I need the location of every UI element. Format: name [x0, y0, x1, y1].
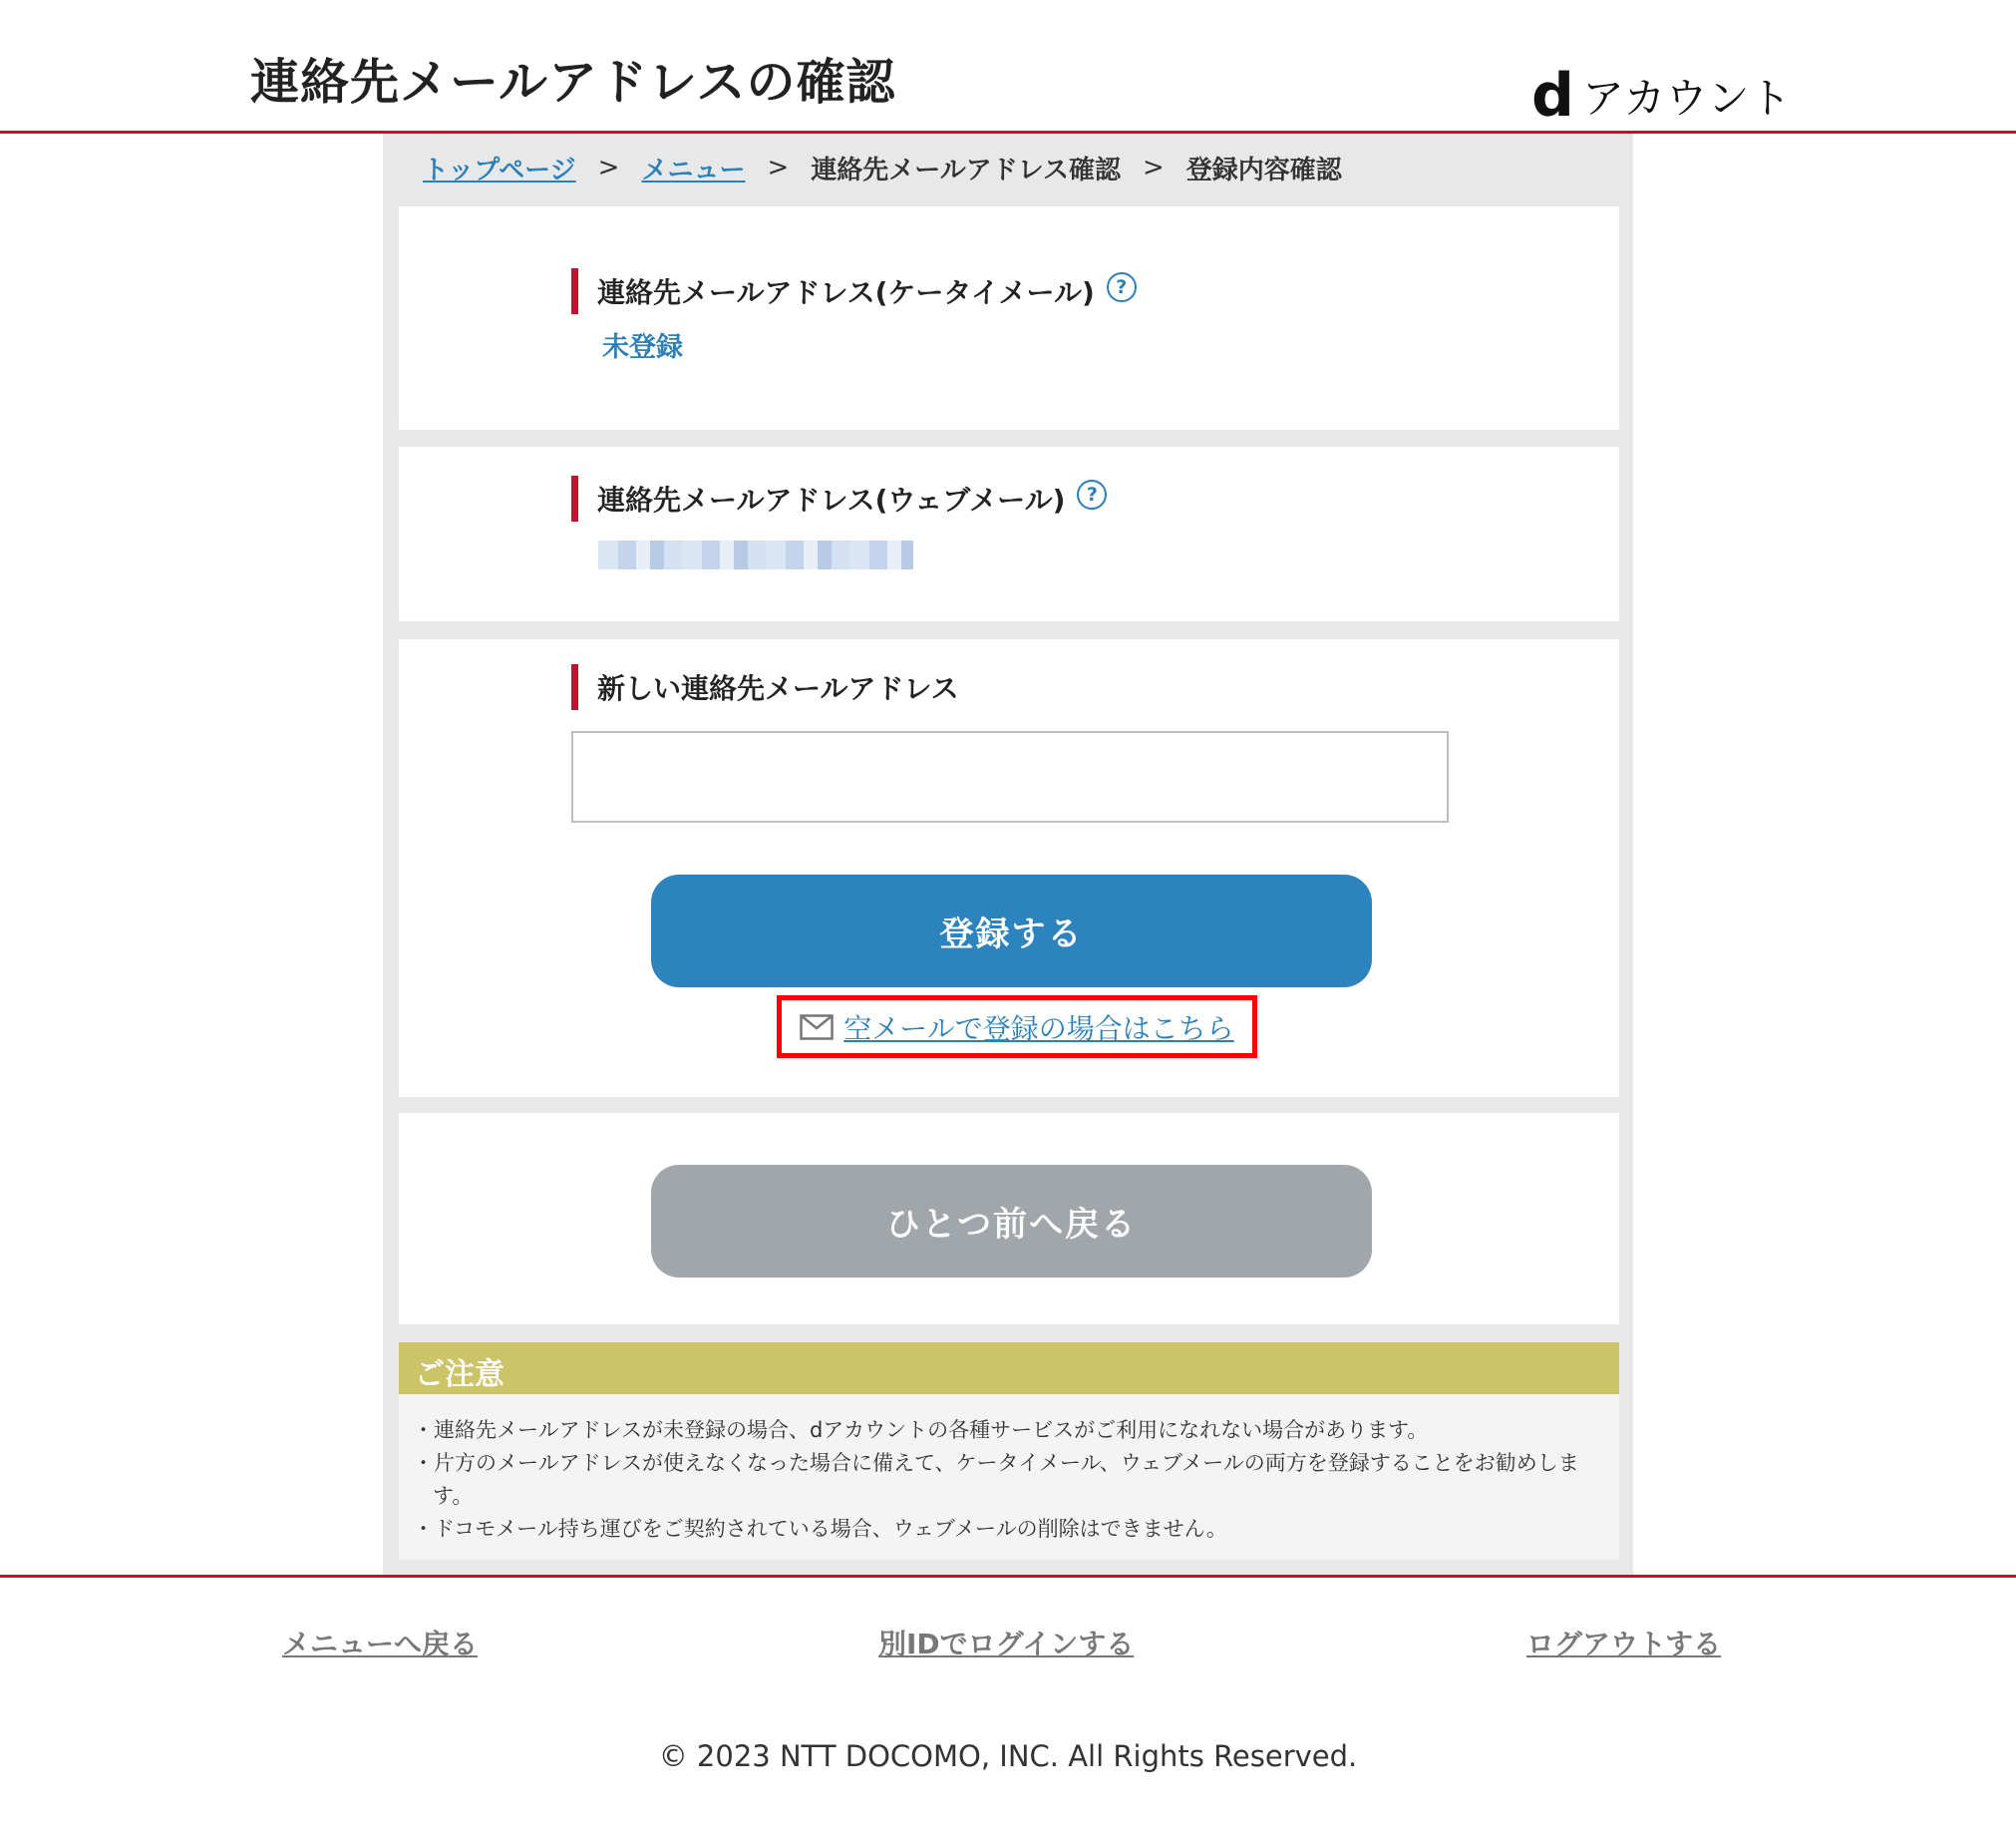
notice-item: ・ドコモメール持ち運びをご契約されている場合、ウェブメールの削除はできません。 — [413, 1517, 1227, 1541]
breadcrumb-separator: > — [597, 153, 620, 183]
page-header — [0, 0, 2016, 134]
breadcrumb — [423, 150, 1342, 185]
web-mail-label-text: 連絡先メールアドレス(ウェブメール) — [597, 484, 1066, 517]
mobile-mail-value: 未登録 — [602, 332, 683, 363]
logo-text: アカウント — [1581, 74, 1792, 123]
web-mail-value-redacted — [598, 541, 913, 569]
page-title: 連絡先メールアドレスの確認 — [250, 54, 896, 111]
login-other-id-link[interactable]: 別IDでログインする — [878, 1628, 1135, 1660]
mobile-mail-card — [399, 206, 1619, 430]
empty-mail-highlight — [777, 995, 1257, 1058]
breadcrumb-top-page[interactable]: トップページ — [423, 155, 576, 185]
mobile-mail-label-text: 連絡先メールアドレス(ケータイメール) — [597, 276, 1095, 309]
register-button[interactable]: 登録する — [651, 875, 1372, 987]
web-mail-card — [399, 447, 1619, 621]
back-to-menu-link[interactable]: メニューへ戻る — [282, 1628, 479, 1660]
new-mail-label — [571, 664, 959, 710]
label-accent-bar — [571, 664, 578, 710]
new-mail-card — [399, 639, 1619, 1097]
logo-d: d — [1531, 61, 1574, 131]
logout-link[interactable]: ログアウトする — [1526, 1628, 1722, 1660]
new-mail-label-text: 新しい連絡先メールアドレス — [597, 672, 959, 705]
d-account-logo — [1531, 61, 1792, 131]
back-button[interactable]: ひとつ前へ戻る — [651, 1165, 1372, 1278]
envelope-icon — [800, 1014, 834, 1040]
help-icon[interactable]: ? — [1077, 480, 1107, 510]
breadcrumb-current: 登録内容確認 — [1185, 155, 1342, 185]
notice-header — [399, 1342, 1619, 1394]
help-icon[interactable]: ? — [1107, 272, 1137, 302]
copyright: © 2023 NTT DOCOMO, INC. All Rights Reserved. — [658, 1739, 1358, 1773]
notice-title: ご注意 — [415, 1357, 504, 1392]
footer-divider — [0, 1575, 2016, 1578]
new-mail-input[interactable] — [571, 731, 1449, 823]
notice-body — [399, 1394, 1619, 1560]
back-card — [399, 1113, 1619, 1324]
breadcrumb-separator: > — [1142, 153, 1165, 183]
empty-mail-register-link[interactable]: 空メールで登録の場合はこちら — [843, 1011, 1234, 1045]
notice-item: ・片方のメールアドレスが使えなくなった場合に備えて、ケータイメール、ウェブメールの両方を登録することをお勧めします。 — [413, 1451, 1579, 1508]
notice-list — [413, 1414, 1609, 1546]
mobile-mail-label — [571, 268, 1137, 314]
web-mail-label — [571, 476, 1107, 522]
breadcrumb-menu[interactable]: メニュー — [641, 155, 746, 185]
breadcrumb-contact-mail-check: 連絡先メールアドレス確認 — [811, 155, 1121, 185]
breadcrumb-separator: > — [767, 153, 790, 183]
label-accent-bar — [571, 476, 578, 522]
notice-item: ・連絡先メールアドレスが未登録の場合、dアカウントの各種サービスがご利用になれない場合があります。 — [413, 1418, 1429, 1442]
label-accent-bar — [571, 268, 578, 314]
